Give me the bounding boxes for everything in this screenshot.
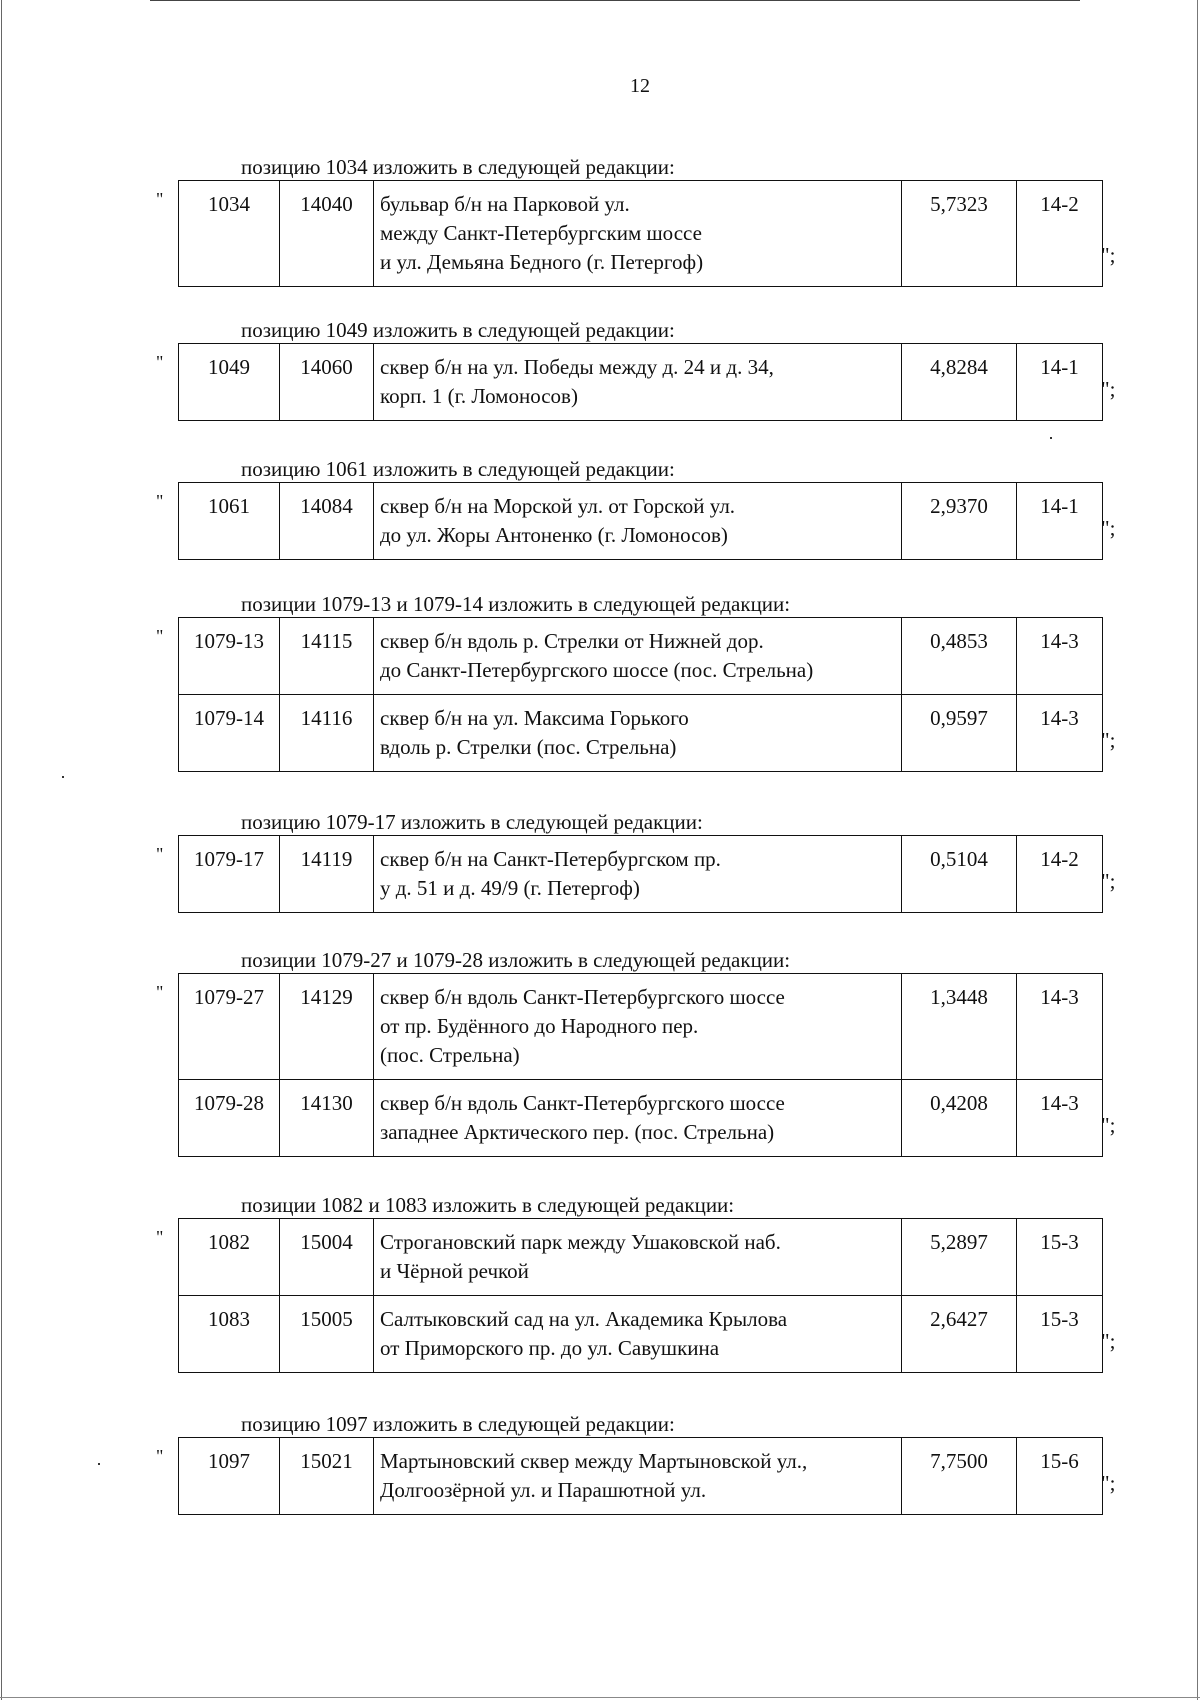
amendment-heading: позиции 1082 и 1083 изложить в следующей редакции: <box>241 1193 735 1217</box>
description-line: бульвар б/н на Парковой ул. <box>380 192 630 216</box>
zone-cell: 15-3 <box>1017 1296 1103 1373</box>
positions-table <box>178 617 1103 772</box>
positions-table <box>178 1437 1103 1515</box>
area-cell: 0,4853 <box>902 618 1017 695</box>
opening-quote: " <box>156 491 164 511</box>
description-line: сквер б/н на Санкт-Петербургском пр. <box>380 847 721 871</box>
positions-table <box>178 343 1103 421</box>
object-code-cell: 15021 <box>280 1438 374 1515</box>
scan-edge-bottom <box>0 1697 1200 1698</box>
description-line: Салтыковский сад на ул. Академика Крылова <box>380 1307 788 1331</box>
object-code-cell: 14119 <box>280 836 374 913</box>
table-row <box>179 181 1103 287</box>
table-row <box>179 483 1103 560</box>
opening-quote: " <box>156 982 164 1002</box>
zone-cell: 14-3 <box>1017 974 1103 1080</box>
scan-edge-left <box>1 0 2 1700</box>
table-row <box>179 695 1103 772</box>
description-line: сквер б/н вдоль Санкт-Петербургского шоссе <box>380 1091 785 1115</box>
table-row <box>179 618 1103 695</box>
amendment-heading: позицию 1079-17 изложить в следующей редакции: <box>241 810 703 834</box>
description-cell <box>374 1219 902 1296</box>
description-cell <box>374 836 902 913</box>
description-line: (пос. Стрельна) <box>380 1043 520 1067</box>
description-line: корп. 1 (г. Ломоносов) <box>380 384 578 408</box>
table-row <box>179 1296 1103 1373</box>
zone-cell: 14-2 <box>1017 181 1103 287</box>
table-row <box>179 1080 1103 1157</box>
description-cell <box>374 695 902 772</box>
description-line: сквер б/н на Морской ул. от Горской ул. <box>380 494 736 518</box>
description-line: до Санкт-Петербургского шоссе (пос. Стрельна) <box>380 658 814 682</box>
description-cell <box>374 618 902 695</box>
object-code-cell: 15005 <box>280 1296 374 1373</box>
object-code-cell: 14040 <box>280 181 374 287</box>
position-number-cell: 1079-28 <box>179 1080 280 1157</box>
description-cell <box>374 1296 902 1373</box>
description-cell <box>374 1438 902 1515</box>
description-line: до ул. Жоры Антоненко (г. Ломоносов) <box>380 523 728 547</box>
description-cell <box>374 181 902 287</box>
opening-quote: " <box>156 189 164 209</box>
closing-quote: "; <box>1101 516 1116 540</box>
position-number-cell: 1079-17 <box>179 836 280 913</box>
table-row <box>179 344 1103 421</box>
object-code-cell: 14084 <box>280 483 374 560</box>
zone-cell: 14-2 <box>1017 836 1103 913</box>
opening-quote: " <box>156 1227 164 1247</box>
object-code-cell: 14116 <box>280 695 374 772</box>
zone-cell: 15-3 <box>1017 1219 1103 1296</box>
description-line: у д. 51 и д. 49/9 (г. Петергоф) <box>380 876 640 900</box>
amendment-heading: позицию 1061 изложить в следующей редакции: <box>241 457 675 481</box>
scan-speck <box>98 1463 100 1465</box>
amendment-heading: позицию 1097 изложить в следующей редакции: <box>241 1412 675 1436</box>
description-line: Долгоозёрной ул. и Парашютной ул. <box>380 1478 707 1502</box>
scan-edge-top <box>150 0 1080 1</box>
opening-quote: " <box>156 626 164 646</box>
object-code-cell: 14129 <box>280 974 374 1080</box>
positions-table <box>178 180 1103 287</box>
zone-cell: 14-3 <box>1017 1080 1103 1157</box>
position-number-cell: 1082 <box>179 1219 280 1296</box>
closing-quote: "; <box>1101 243 1116 267</box>
position-number-cell: 1079-27 <box>179 974 280 1080</box>
position-number-cell: 1083 <box>179 1296 280 1373</box>
amendment-heading: позицию 1049 изложить в следующей редакции: <box>241 318 675 342</box>
closing-quote: "; <box>1101 1113 1116 1137</box>
area-cell: 2,9370 <box>902 483 1017 560</box>
description-cell <box>374 974 902 1080</box>
position-number-cell: 1079-13 <box>179 618 280 695</box>
page-number: 12 <box>630 75 650 97</box>
position-number-cell: 1049 <box>179 344 280 421</box>
description-line: сквер б/н на ул. Победы между д. 24 и д. 34, <box>380 355 774 379</box>
amendment-heading: позиции 1079-27 и 1079-28 изложить в следующей редакции: <box>241 948 791 972</box>
table-row <box>179 1219 1103 1296</box>
object-code-cell: 14130 <box>280 1080 374 1157</box>
opening-quote: " <box>156 352 164 372</box>
closing-quote: "; <box>1101 1471 1116 1495</box>
closing-quote: "; <box>1101 377 1116 401</box>
amendment-heading: позицию 1034 изложить в следующей редакции: <box>241 155 675 179</box>
description-line: сквер б/н вдоль р. Стрелки от Нижней дор. <box>380 629 764 653</box>
opening-quote: " <box>156 1446 164 1466</box>
closing-quote: "; <box>1101 869 1116 893</box>
description-line: Мартыновский сквер между Мартыновской ул., <box>380 1449 808 1473</box>
closing-quote: "; <box>1101 1329 1116 1353</box>
amendment-heading: позиции 1079-13 и 1079-14 изложить в следующей редакции: <box>241 592 791 616</box>
scan-speck <box>1050 437 1052 439</box>
opening-quote: " <box>156 844 164 864</box>
description-line: вдоль р. Стрелки (пос. Стрельна) <box>380 735 677 759</box>
position-number-cell: 1061 <box>179 483 280 560</box>
table-row <box>179 836 1103 913</box>
position-number-cell: 1034 <box>179 181 280 287</box>
description-line: между Санкт-Петербургским шоссе <box>380 221 702 245</box>
area-cell: 7,7500 <box>902 1438 1017 1515</box>
description-line: от пр. Будённого до Народного пер. <box>380 1014 699 1038</box>
zone-cell: 15-6 <box>1017 1438 1103 1515</box>
object-code-cell: 15004 <box>280 1219 374 1296</box>
table-row <box>179 1438 1103 1515</box>
description-line: от Приморского пр. до ул. Савушкина <box>380 1336 720 1360</box>
description-line: и ул. Демьяна Бедного (г. Петергоф) <box>380 250 704 274</box>
description-cell <box>374 483 902 560</box>
positions-table <box>178 835 1103 913</box>
area-cell: 0,4208 <box>902 1080 1017 1157</box>
object-code-cell: 14060 <box>280 344 374 421</box>
positions-table <box>178 973 1103 1157</box>
area-cell: 4,8284 <box>902 344 1017 421</box>
scan-speck <box>62 776 64 778</box>
area-cell: 0,9597 <box>902 695 1017 772</box>
closing-quote: "; <box>1101 728 1116 752</box>
description-line: Строгановский парк между Ушаковской наб. <box>380 1230 781 1254</box>
description-line: западнее Арктического пер. (пос. Стрельна) <box>380 1120 775 1144</box>
zone-cell: 14-3 <box>1017 618 1103 695</box>
positions-table <box>178 1218 1103 1373</box>
area-cell: 5,2897 <box>902 1219 1017 1296</box>
object-code-cell: 14115 <box>280 618 374 695</box>
description-cell <box>374 1080 902 1157</box>
positions-table <box>178 482 1103 560</box>
position-number-cell: 1079-14 <box>179 695 280 772</box>
description-line: и Чёрной речкой <box>380 1259 529 1283</box>
table-row <box>179 974 1103 1080</box>
scan-edge-right <box>1197 0 1198 1700</box>
zone-cell: 14-1 <box>1017 344 1103 421</box>
description-cell <box>374 344 902 421</box>
description-line: сквер б/н на ул. Максима Горького <box>380 706 689 730</box>
area-cell: 2,6427 <box>902 1296 1017 1373</box>
zone-cell: 14-3 <box>1017 695 1103 772</box>
area-cell: 0,5104 <box>902 836 1017 913</box>
description-line: сквер б/н вдоль Санкт-Петербургского шоссе <box>380 985 785 1009</box>
area-cell: 5,7323 <box>902 181 1017 287</box>
zone-cell: 14-1 <box>1017 483 1103 560</box>
position-number-cell: 1097 <box>179 1438 280 1515</box>
area-cell: 1,3448 <box>902 974 1017 1080</box>
